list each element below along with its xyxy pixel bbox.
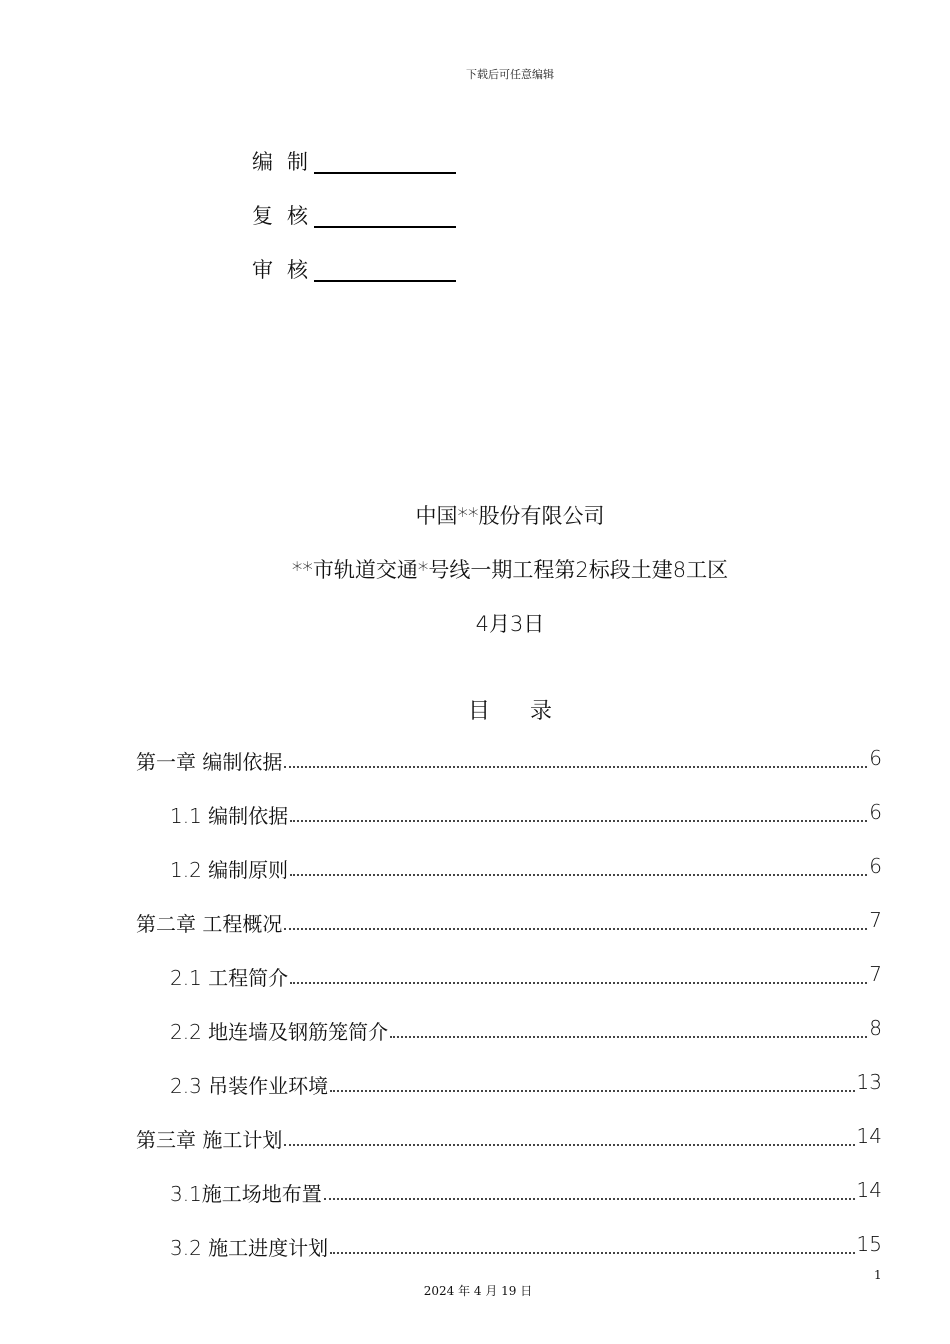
page-header-note: 下载后可任意编辑 [466, 68, 554, 81]
signoff-row-approve [252, 254, 456, 308]
toc-entry[interactable] [136, 800, 882, 854]
toc-leader-dots [284, 1124, 854, 1146]
toc-entry-page: 6 [869, 746, 882, 770]
toc-entry[interactable] [136, 1178, 882, 1232]
toc-entry[interactable] [136, 746, 882, 800]
toc-entry-page: 7 [869, 962, 882, 986]
toc-leader-dots [284, 746, 867, 768]
signoff-row-compile [252, 146, 456, 200]
toc-leader-dots [290, 962, 867, 984]
signature-line [314, 254, 456, 282]
toc-entry-page: 14 [856, 1178, 882, 1202]
signature-line [314, 146, 456, 174]
signoff-block [252, 146, 456, 308]
toc-entry-text: 1.1 编制依据 [170, 804, 289, 828]
signoff-row-review [252, 200, 456, 254]
page-number: 1 [874, 1268, 882, 1282]
project-name: **市轨道交通*号线一期工程第2标段土建8工区 [291, 558, 729, 582]
toc-entry[interactable] [136, 908, 882, 962]
table-of-contents [136, 746, 882, 1286]
signoff-label: 审核 [252, 258, 322, 282]
toc-entry-page: 7 [869, 908, 882, 932]
toc-entry-page: 6 [869, 854, 882, 878]
toc-leader-dots [330, 1070, 854, 1092]
toc-entry-text: 1.2 编制原则 [170, 858, 289, 882]
toc-entry-text: 2.1 工程简介 [170, 966, 289, 990]
signature-line [314, 200, 456, 228]
toc-title: 目录 [467, 699, 592, 724]
toc-leader-dots [290, 800, 867, 822]
toc-entry-text: 第三章 施工计划 [136, 1128, 283, 1152]
toc-leader-dots [290, 854, 867, 876]
toc-leader-dots [284, 908, 867, 930]
toc-leader-dots [324, 1178, 855, 1200]
toc-entry-text: 第一章 编制依据 [136, 750, 283, 774]
toc-entry-text: 第二章 工程概况 [136, 912, 283, 936]
company-name: 中国**股份有限公司 [415, 504, 605, 528]
signoff-label: 编制 [252, 150, 322, 174]
toc-leader-dots [330, 1232, 854, 1254]
toc-entry-page: 14 [856, 1124, 882, 1148]
toc-entry[interactable] [136, 962, 882, 1016]
toc-entry[interactable] [136, 854, 882, 908]
toc-entry-page: 15 [856, 1232, 882, 1256]
toc-leader-dots [390, 1016, 867, 1038]
toc-entry[interactable] [136, 1232, 882, 1286]
cover-date: 4月3日 [475, 612, 545, 636]
toc-entry-text: 3.1施工场地布置 [170, 1182, 322, 1206]
toc-entry-text: 3.2 施工进度计划 [170, 1236, 329, 1260]
toc-entry-page: 13 [856, 1070, 882, 1094]
toc-entry[interactable] [136, 1124, 882, 1178]
signoff-label: 复核 [252, 204, 322, 228]
toc-entry-page: 8 [869, 1016, 882, 1040]
toc-entry-page: 6 [869, 800, 882, 824]
footer-date: 2024 年 4 月 19 日 [423, 1284, 533, 1298]
toc-entry[interactable] [136, 1070, 882, 1124]
toc-entry[interactable] [136, 1016, 882, 1070]
toc-entry-text: 2.2 地连墙及钢筋笼简介 [170, 1020, 389, 1044]
toc-entry-text: 2.3 吊装作业环境 [170, 1074, 329, 1098]
